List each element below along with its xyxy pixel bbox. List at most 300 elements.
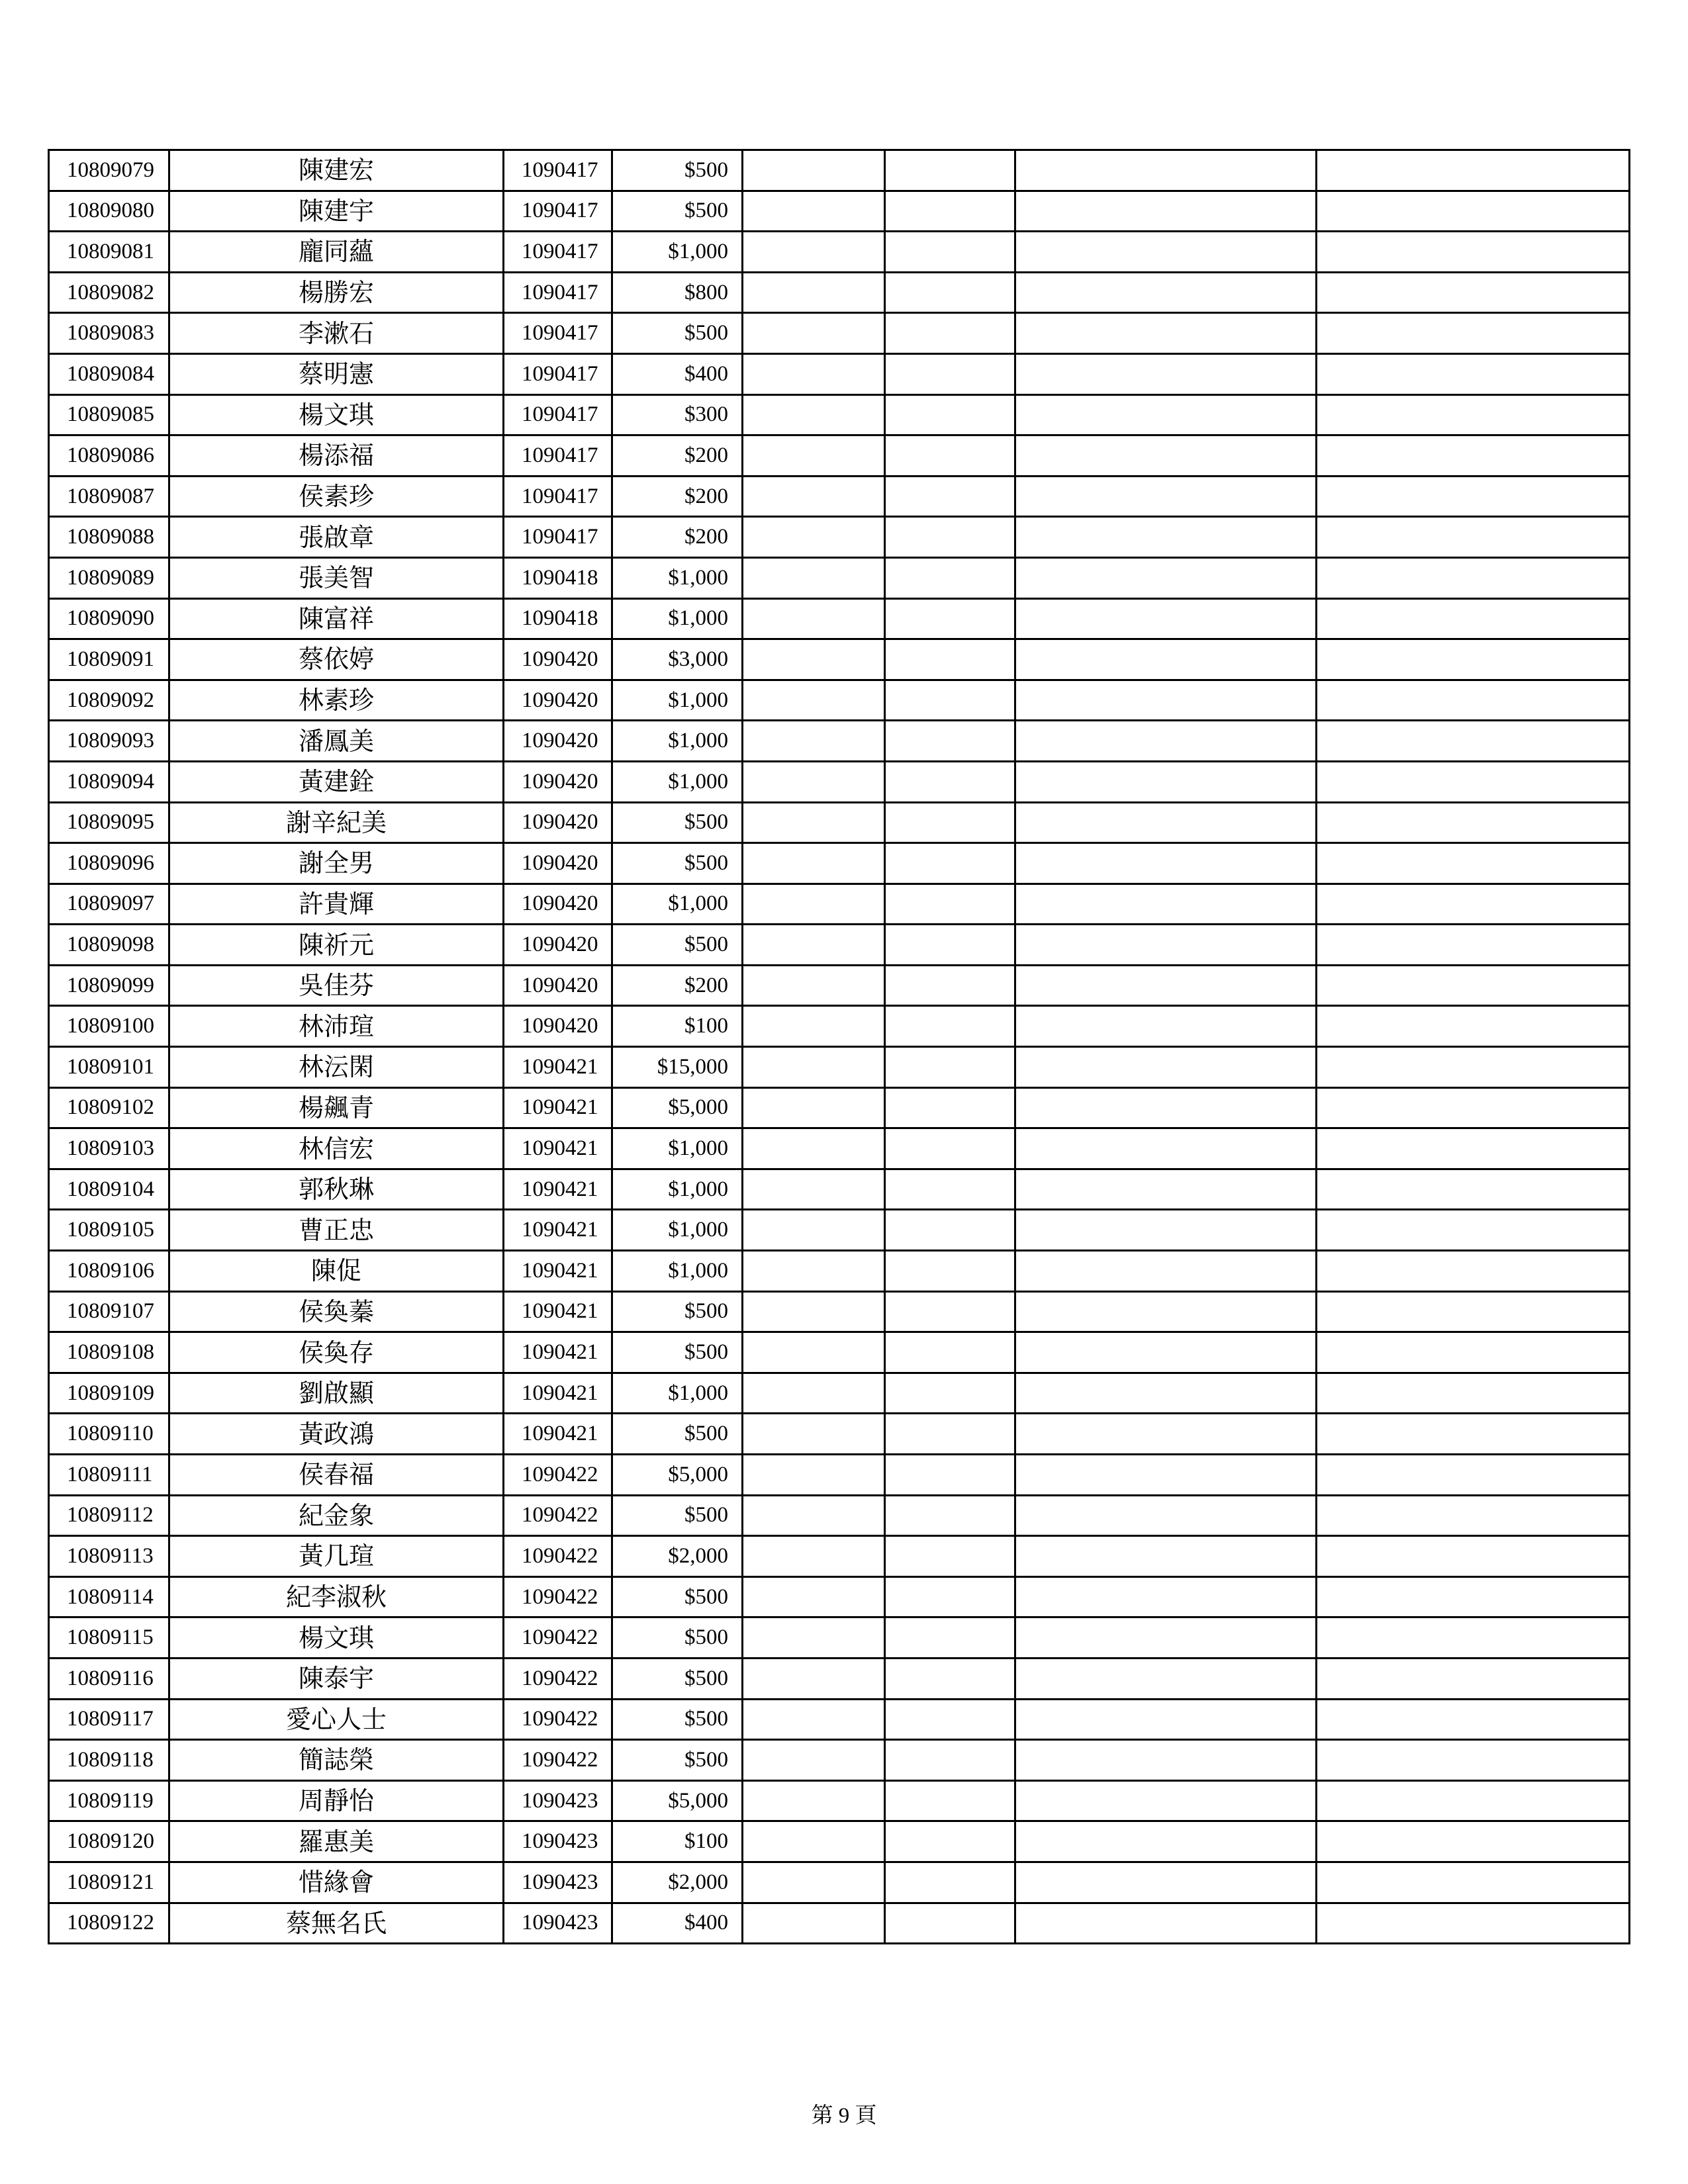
date-cell: 1090420 [504,884,612,925]
amount-cell: $500 [612,1699,743,1740]
empty-cell [885,843,1015,884]
receipt-id-cell: 10809118 [49,1740,169,1781]
donor-name-cell: 蔡明憲 [169,353,504,394]
empty-cell [1015,1128,1317,1169]
empty-cell [885,1169,1015,1210]
receipt-id-cell: 10809102 [49,1087,169,1128]
receipt-id-cell: 10809083 [49,313,169,354]
empty-cell [1015,1821,1317,1862]
empty-cell [1317,1536,1630,1577]
empty-cell [885,1576,1015,1617]
empty-cell [1015,517,1317,558]
amount-cell: $1,000 [612,1210,743,1251]
empty-cell [1015,435,1317,477]
amount-cell: $1,000 [612,721,743,762]
empty-cell [743,1699,885,1740]
table-row [49,1903,1630,1944]
empty-cell [1317,353,1630,394]
empty-cell [885,721,1015,762]
date-cell: 1090422 [504,1699,612,1740]
donor-name-cell: 吳佳芬 [169,965,504,1006]
receipt-id-cell: 10809119 [49,1780,169,1821]
donor-name-cell: 愛心人士 [169,1699,504,1740]
date-cell: 1090417 [504,517,612,558]
empty-cell [885,1862,1015,1903]
table-row [49,1821,1630,1862]
empty-cell [885,1291,1015,1332]
donor-name-cell: 惜緣會 [169,1862,504,1903]
empty-cell [1317,1128,1630,1169]
amount-cell: $2,000 [612,1862,743,1903]
donor-name-cell: 陳促 [169,1251,504,1292]
empty-cell [1317,313,1630,354]
receipt-id-cell: 10809091 [49,639,169,680]
date-cell: 1090421 [504,1251,612,1292]
empty-cell [743,1047,885,1088]
empty-cell [1317,557,1630,598]
amount-cell: $100 [612,1006,743,1047]
receipt-id-cell: 10809097 [49,884,169,925]
amount-cell: $400 [612,1903,743,1944]
empty-cell [1317,517,1630,558]
donor-name-cell: 紀李淑秋 [169,1576,504,1617]
donor-name-cell: 李漱石 [169,313,504,354]
empty-cell [885,1495,1015,1536]
empty-cell [743,232,885,273]
date-cell: 1090421 [504,1291,612,1332]
table-row [49,761,1630,802]
empty-cell [1317,1251,1630,1292]
empty-cell [1317,1455,1630,1496]
empty-cell [743,843,885,884]
empty-cell [885,353,1015,394]
table-row [49,1210,1630,1251]
donor-name-cell: 郭秋琳 [169,1169,504,1210]
amount-cell: $1,000 [612,232,743,273]
donor-name-cell: 林沄閑 [169,1047,504,1088]
table-row [49,476,1630,517]
donor-name-cell: 陳祈元 [169,925,504,966]
empty-cell [1317,1087,1630,1128]
donor-name-cell: 羅惠美 [169,1821,504,1862]
date-cell: 1090417 [504,476,612,517]
amount-cell: $500 [612,1658,743,1699]
empty-cell [743,476,885,517]
empty-cell [1015,272,1317,313]
empty-cell [1317,1210,1630,1251]
receipt-id-cell: 10809080 [49,191,169,232]
empty-cell [1015,1169,1317,1210]
empty-cell [1015,232,1317,273]
empty-cell [743,1617,885,1659]
empty-cell [885,680,1015,721]
receipt-id-cell: 10809089 [49,557,169,598]
empty-cell [1317,802,1630,843]
date-cell: 1090420 [504,925,612,966]
date-cell: 1090420 [504,721,612,762]
date-cell: 1090423 [504,1903,612,1944]
empty-cell [885,150,1015,191]
empty-cell [1317,232,1630,273]
empty-cell [1015,353,1317,394]
empty-cell [1317,1169,1630,1210]
amount-cell: $500 [612,191,743,232]
empty-cell [1015,1251,1317,1292]
table-row [49,1251,1630,1292]
empty-cell [1015,1617,1317,1659]
date-cell: 1090418 [504,598,612,639]
page-suffix: 頁 [855,2102,877,2128]
empty-cell [1317,925,1630,966]
empty-cell [1015,150,1317,191]
receipt-id-cell: 10809122 [49,1903,169,1944]
receipt-id-cell: 10809088 [49,517,169,558]
receipt-id-cell: 10809117 [49,1699,169,1740]
donor-name-cell: 陳泰宇 [169,1658,504,1699]
donor-name-cell: 楊文琪 [169,394,504,435]
empty-cell [1015,1087,1317,1128]
amount-cell: $1,000 [612,1128,743,1169]
receipt-id-cell: 10809082 [49,272,169,313]
empty-cell [1015,1862,1317,1903]
donor-name-cell: 陳建宇 [169,191,504,232]
empty-cell [885,1251,1015,1292]
empty-cell [743,1658,885,1699]
empty-cell [743,1373,885,1414]
empty-cell [743,1006,885,1047]
empty-cell [885,1780,1015,1821]
empty-cell [743,1251,885,1292]
receipt-id-cell: 10809121 [49,1862,169,1903]
table-row [49,232,1630,273]
empty-cell [885,925,1015,966]
date-cell: 1090422 [504,1455,612,1496]
amount-cell: $1,000 [612,1169,743,1210]
receipt-id-cell: 10809114 [49,1576,169,1617]
table-row [49,150,1630,191]
amount-cell: $500 [612,925,743,966]
receipt-id-cell: 10809111 [49,1455,169,1496]
date-cell: 1090421 [504,1332,612,1373]
empty-cell [1317,394,1630,435]
receipt-id-cell: 10809093 [49,721,169,762]
empty-cell [743,150,885,191]
empty-cell [743,639,885,680]
empty-cell [1015,925,1317,966]
empty-cell [743,1903,885,1944]
amount-cell: $300 [612,394,743,435]
table-row [49,965,1630,1006]
empty-cell [885,1536,1015,1577]
empty-cell [885,802,1015,843]
empty-cell [885,1006,1015,1047]
date-cell: 1090417 [504,435,612,477]
empty-cell [885,1332,1015,1373]
date-cell: 1090417 [504,232,612,273]
donor-name-cell: 陳建宏 [169,150,504,191]
donor-name-cell: 楊勝宏 [169,272,504,313]
date-cell: 1090417 [504,272,612,313]
table-row [49,557,1630,598]
empty-cell [885,884,1015,925]
empty-cell [1015,680,1317,721]
receipt-id-cell: 10809104 [49,1169,169,1210]
date-cell: 1090420 [504,761,612,802]
empty-cell [1015,721,1317,762]
table-row [49,1006,1630,1047]
empty-cell [1317,476,1630,517]
empty-cell [743,1332,885,1373]
amount-cell: $200 [612,476,743,517]
donor-name-cell: 黃建銓 [169,761,504,802]
amount-cell: $1,000 [612,761,743,802]
empty-cell [1317,1903,1630,1944]
amount-cell: $500 [612,1617,743,1659]
receipt-id-cell: 10809087 [49,476,169,517]
date-cell: 1090421 [504,1128,612,1169]
empty-cell [1015,476,1317,517]
empty-cell [1317,1821,1630,1862]
empty-cell [885,1414,1015,1455]
table-row [49,884,1630,925]
donor-name-cell: 蔡無名氏 [169,1903,504,1944]
amount-cell: $2,000 [612,1536,743,1577]
table-row [49,1658,1630,1699]
receipt-id-cell: 10809108 [49,1332,169,1373]
empty-cell [1317,1047,1630,1088]
table-row [49,843,1630,884]
empty-cell [743,802,885,843]
amount-cell: $100 [612,1821,743,1862]
amount-cell: $800 [612,272,743,313]
empty-cell [743,1210,885,1251]
table-row [49,191,1630,232]
table-row [49,1087,1630,1128]
empty-cell [1317,1414,1630,1455]
empty-cell [1015,884,1317,925]
empty-cell [743,1536,885,1577]
table-row [49,1455,1630,1496]
amount-cell: $500 [612,1414,743,1455]
table-row [49,1128,1630,1169]
empty-cell [1317,435,1630,477]
receipt-id-cell: 10809099 [49,965,169,1006]
empty-cell [743,721,885,762]
receipt-id-cell: 10809120 [49,1821,169,1862]
date-cell: 1090420 [504,639,612,680]
amount-cell: $200 [612,435,743,477]
empty-cell [1015,1414,1317,1455]
empty-cell [885,1210,1015,1251]
donor-name-cell: 劉啟顯 [169,1373,504,1414]
empty-cell [885,272,1015,313]
receipt-id-cell: 10809081 [49,232,169,273]
empty-cell [1317,1780,1630,1821]
table-row [49,394,1630,435]
table-row [49,925,1630,966]
empty-cell [1317,1699,1630,1740]
empty-cell [1015,394,1317,435]
date-cell: 1090421 [504,1414,612,1455]
empty-cell [1015,965,1317,1006]
receipt-id-cell: 10809098 [49,925,169,966]
empty-cell [1015,191,1317,232]
empty-cell [885,435,1015,477]
empty-cell [1317,1373,1630,1414]
amount-cell: $500 [612,802,743,843]
empty-cell [743,1821,885,1862]
date-cell: 1090418 [504,557,612,598]
donor-name-cell: 曹正忠 [169,1210,504,1251]
amount-cell: $1,000 [612,1251,743,1292]
donor-name-cell: 楊飆青 [169,1087,504,1128]
donor-name-cell: 張啟章 [169,517,504,558]
empty-cell [1015,639,1317,680]
table-row [49,802,1630,843]
empty-cell [1015,1740,1317,1781]
table-row [49,313,1630,354]
empty-cell [885,1740,1015,1781]
table-row [49,517,1630,558]
empty-cell [885,598,1015,639]
amount-cell: $500 [612,313,743,354]
empty-cell [1317,884,1630,925]
table-row [49,1740,1630,1781]
empty-cell [885,557,1015,598]
table-row [49,435,1630,477]
empty-cell [885,191,1015,232]
empty-cell [885,1373,1015,1414]
amount-cell: $5,000 [612,1455,743,1496]
empty-cell [743,1087,885,1128]
empty-cell [743,1780,885,1821]
donor-name-cell: 黃政鴻 [169,1414,504,1455]
empty-cell [743,925,885,966]
empty-cell [885,639,1015,680]
date-cell: 1090417 [504,191,612,232]
donor-name-cell: 楊文琪 [169,1617,504,1659]
donor-name-cell: 楊添福 [169,435,504,477]
date-cell: 1090422 [504,1576,612,1617]
empty-cell [1015,802,1317,843]
table-row [49,598,1630,639]
amount-cell: $500 [612,843,743,884]
donor-name-cell: 侯奐存 [169,1332,504,1373]
empty-cell [1015,1903,1317,1944]
empty-cell [1317,721,1630,762]
empty-cell [1317,1332,1630,1373]
receipt-id-cell: 10809115 [49,1617,169,1659]
empty-cell [1317,272,1630,313]
empty-cell [1015,1291,1317,1332]
empty-cell [885,761,1015,802]
receipt-id-cell: 10809095 [49,802,169,843]
empty-cell [743,1414,885,1455]
empty-cell [743,517,885,558]
empty-cell [1015,557,1317,598]
empty-cell [885,1658,1015,1699]
table-row [49,1169,1630,1210]
table-row [49,1780,1630,1821]
amount-cell: $5,000 [612,1780,743,1821]
table-row [49,680,1630,721]
empty-cell [885,1617,1015,1659]
empty-cell [743,1291,885,1332]
table-row [49,1862,1630,1903]
receipt-id-cell: 10809105 [49,1210,169,1251]
empty-cell [1015,1373,1317,1414]
empty-cell [1015,1332,1317,1373]
table-row [49,1332,1630,1373]
empty-cell [885,1455,1015,1496]
table-row [49,1617,1630,1659]
empty-cell [1015,1455,1317,1496]
empty-cell [1317,639,1630,680]
empty-cell [1015,598,1317,639]
amount-cell: $500 [612,1332,743,1373]
empty-cell [1317,150,1630,191]
empty-cell [1015,1658,1317,1699]
empty-cell [1015,1699,1317,1740]
empty-cell [885,313,1015,354]
table-row [49,1373,1630,1414]
empty-cell [1015,1006,1317,1047]
page-footer [0,2098,1688,2129]
amount-cell: $500 [612,150,743,191]
empty-cell [743,1576,885,1617]
donor-name-cell: 陳富祥 [169,598,504,639]
date-cell: 1090417 [504,353,612,394]
empty-cell [885,232,1015,273]
empty-cell [1317,1740,1630,1781]
empty-cell [885,1047,1015,1088]
empty-cell [743,557,885,598]
date-cell: 1090422 [504,1495,612,1536]
empty-cell [1317,680,1630,721]
empty-cell [1317,191,1630,232]
empty-cell [743,1495,885,1536]
empty-cell [885,394,1015,435]
date-cell: 1090421 [504,1373,612,1414]
donor-name-cell: 林信宏 [169,1128,504,1169]
page-number: 9 [838,2104,850,2128]
table-row [49,1495,1630,1536]
amount-cell: $5,000 [612,1087,743,1128]
date-cell: 1090417 [504,150,612,191]
donor-name-cell: 周靜怡 [169,1780,504,1821]
empty-cell [1317,1617,1630,1659]
date-cell: 1090421 [504,1210,612,1251]
empty-cell [1317,1291,1630,1332]
receipt-id-cell: 10809112 [49,1495,169,1536]
receipt-id-cell: 10809094 [49,761,169,802]
receipt-id-cell: 10809113 [49,1536,169,1577]
empty-cell [1317,1006,1630,1047]
empty-cell [1015,313,1317,354]
empty-cell [743,965,885,1006]
ledger-body [49,150,1630,1944]
empty-cell [743,272,885,313]
date-cell: 1090420 [504,843,612,884]
date-cell: 1090423 [504,1862,612,1903]
amount-cell: $400 [612,353,743,394]
empty-cell [885,1128,1015,1169]
empty-cell [743,1862,885,1903]
empty-cell [743,884,885,925]
date-cell: 1090422 [504,1740,612,1781]
donation-ledger-table [48,149,1630,1944]
amount-cell: $1,000 [612,1373,743,1414]
